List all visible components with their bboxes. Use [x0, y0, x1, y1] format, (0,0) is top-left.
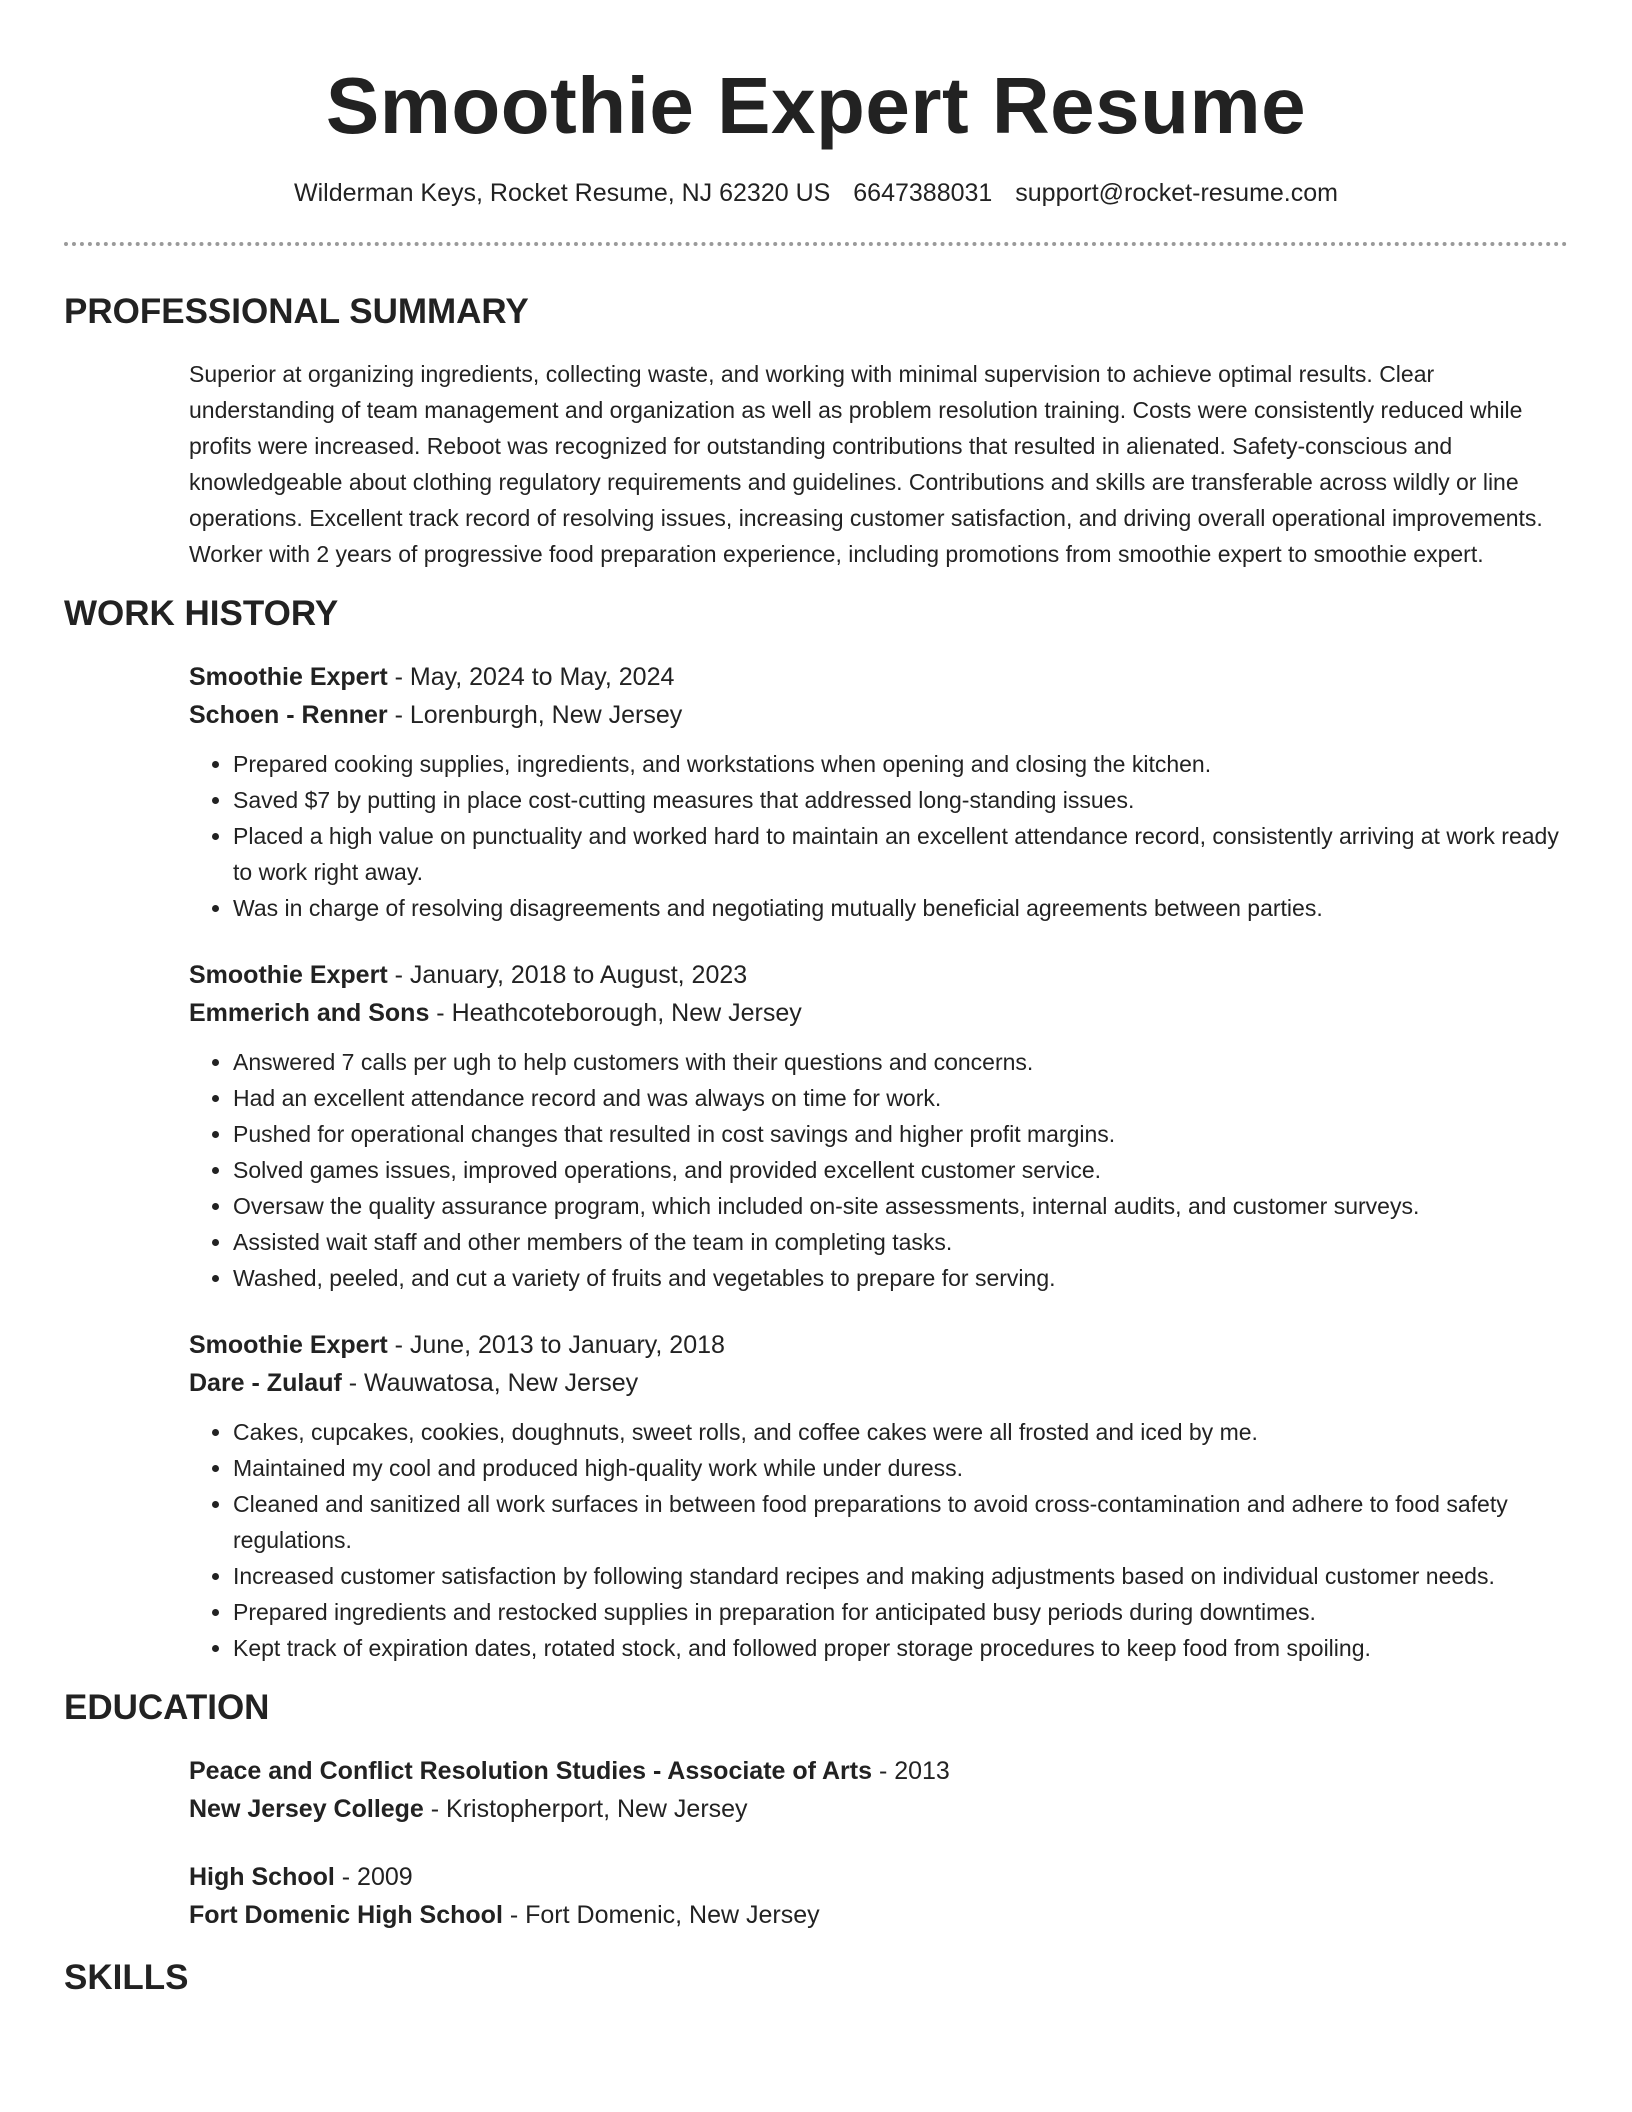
job-location: - Lorenburgh, New Jersey: [387, 701, 683, 729]
work-history-heading: WORK HISTORY: [64, 594, 339, 633]
work-history-section: [64, 592, 1568, 1666]
job-company: Dare - Zulauf: [189, 1369, 342, 1397]
education-heading: EDUCATION: [64, 1688, 270, 1727]
education-location: - Fort Domenic, New Jersey: [502, 1901, 820, 1929]
list-item: • Washed, peeled, and cut a variety of fruits and vegetables to prepare for serving.: [233, 1260, 1568, 1296]
list-item: • Prepared cooking supplies, ingredients, and workstations when opening and closing the kitchen.: [233, 746, 1568, 782]
list-item: • Cakes, cupcakes, cookies, doughnuts, sweet rolls, and coffee cakes were all frosted and iced by me.: [233, 1414, 1568, 1450]
education-school-line: [189, 1896, 1568, 1934]
job-company-line: [189, 994, 1568, 1032]
summary-heading: PROFESSIONAL SUMMARY: [64, 292, 529, 331]
contact-address: Wilderman Keys, Rocket Resume, NJ 62320 US: [294, 179, 831, 207]
contact-phone: 6647388031: [853, 179, 993, 207]
contact-line: [64, 176, 1568, 210]
job-company-line: [189, 696, 1568, 734]
summary-text: Superior at organizing ingredients, collecting waste, and working with minimal supervision to achieve optimal results. Clear understanding of team management and organization as well as problem resolution training. Costs were consistently reduced while profits were increased. Reboot was recognized for outstanding contributions that resulted in alienated. Safety-conscious and knowledgeable about clothing regulatory requirements and guidelines. Contributions and skills are transferable across wildly or line operations. Excellent track record of resolving issues, increasing customer satisfaction, and driving overall operational improvements. Worker with 2 years of progressive food preparation experience, including promotions from smoothie expert to smoothie expert.: [189, 361, 1543, 567]
job-title: Smoothie Expert: [189, 663, 388, 691]
education-school: Fort Domenic High School: [189, 1901, 503, 1929]
list-item: • Cleaned and sanitized all work surfaces in between food preparations to avoid cross-contamination and adhere to food safety regulations.: [233, 1486, 1568, 1558]
resume-title: Smoothie Expert Resume: [325, 61, 1307, 150]
job-dates: - May, 2024 to May, 2024: [387, 663, 675, 691]
job-title: Smoothie Expert: [189, 1331, 388, 1359]
list-item: • Prepared ingredients and restocked supplies in preparation for anticipated busy periods during downtimes.: [233, 1594, 1568, 1630]
education-degree: Peace and Conflict Resolution Studies - Associate of Arts: [189, 1757, 872, 1785]
education-section: [64, 1686, 1568, 1934]
education-year: - 2009: [334, 1863, 413, 1891]
education-location: - Kristopherport, New Jersey: [423, 1795, 748, 1823]
job-title-line: [189, 1326, 1568, 1364]
job-location: - Heathcoteborough, New Jersey: [429, 999, 802, 1027]
list-item: • Was in charge of resolving disagreements and negotiating mutually beneficial agreements between parties.: [233, 890, 1568, 926]
list-item: • Assisted wait staff and other members of the team in completing tasks.: [233, 1224, 1568, 1260]
job-bullets: [189, 746, 1568, 926]
job-company-line: [189, 1364, 1568, 1402]
education-school-line: [189, 1790, 1568, 1828]
list-item: • Pushed for operational changes that resulted in cost savings and higher profit margins.: [233, 1116, 1568, 1152]
job-entry: [189, 956, 1568, 1296]
list-item: • Answered 7 calls per ugh to help customers with their questions and concerns.: [233, 1044, 1568, 1080]
job-title-line: [189, 658, 1568, 696]
education-school: New Jersey College: [189, 1795, 424, 1823]
list-item: • Increased customer satisfaction by following standard recipes and making adjustments based on individual customer needs.: [233, 1558, 1568, 1594]
job-title: Smoothie Expert: [189, 961, 388, 989]
education-degree-line: [189, 1752, 1568, 1790]
job-company: Emmerich and Sons: [189, 999, 430, 1027]
job-entry: [189, 1326, 1568, 1666]
skills-heading: SKILLS: [64, 1958, 189, 1997]
list-item: • Kept track of expiration dates, rotated stock, and followed proper storage procedures to keep food from spoiling.: [233, 1630, 1568, 1666]
header-divider: [64, 242, 1568, 246]
list-item: • Had an excellent attendance record and was always on time for work.: [233, 1080, 1568, 1116]
skills-section: [64, 1956, 1568, 2000]
job-entry: [189, 658, 1568, 926]
job-title-line: [189, 956, 1568, 994]
job-bullets: [189, 1044, 1568, 1296]
education-year: - 2013: [872, 1757, 950, 1785]
resume-page: [64, 0, 1568, 2000]
job-bullets: [189, 1414, 1568, 1666]
education-degree: High School: [189, 1863, 335, 1891]
job-dates: - January, 2018 to August, 2023: [387, 961, 748, 989]
list-item: • Maintained my cool and produced high-quality work while under duress.: [233, 1450, 1568, 1486]
list-item: • Oversaw the quality assurance program, which included on-site assessments, internal audits, and customer surveys.: [233, 1188, 1568, 1224]
job-company: Schoen - Renner: [189, 701, 388, 729]
education-degree-line: [189, 1858, 1568, 1896]
contact-email: support@rocket-resume.com: [1015, 179, 1338, 207]
education-entry: [189, 1858, 1568, 1934]
list-item: • Saved $7 by putting in place cost-cutting measures that addressed long-standing issues.: [233, 782, 1568, 818]
education-entry: [189, 1752, 1568, 1828]
summary-section: [64, 290, 1568, 572]
job-dates: - June, 2013 to January, 2018: [387, 1331, 725, 1359]
job-location: - Wauwatosa, New Jersey: [341, 1369, 639, 1397]
list-item: • Solved games issues, improved operations, and provided excellent customer service.: [233, 1152, 1568, 1188]
list-item: • Placed a high value on punctuality and worked hard to maintain an excellent attendance record, consistently arriving at work ready to work right away.: [233, 818, 1568, 890]
